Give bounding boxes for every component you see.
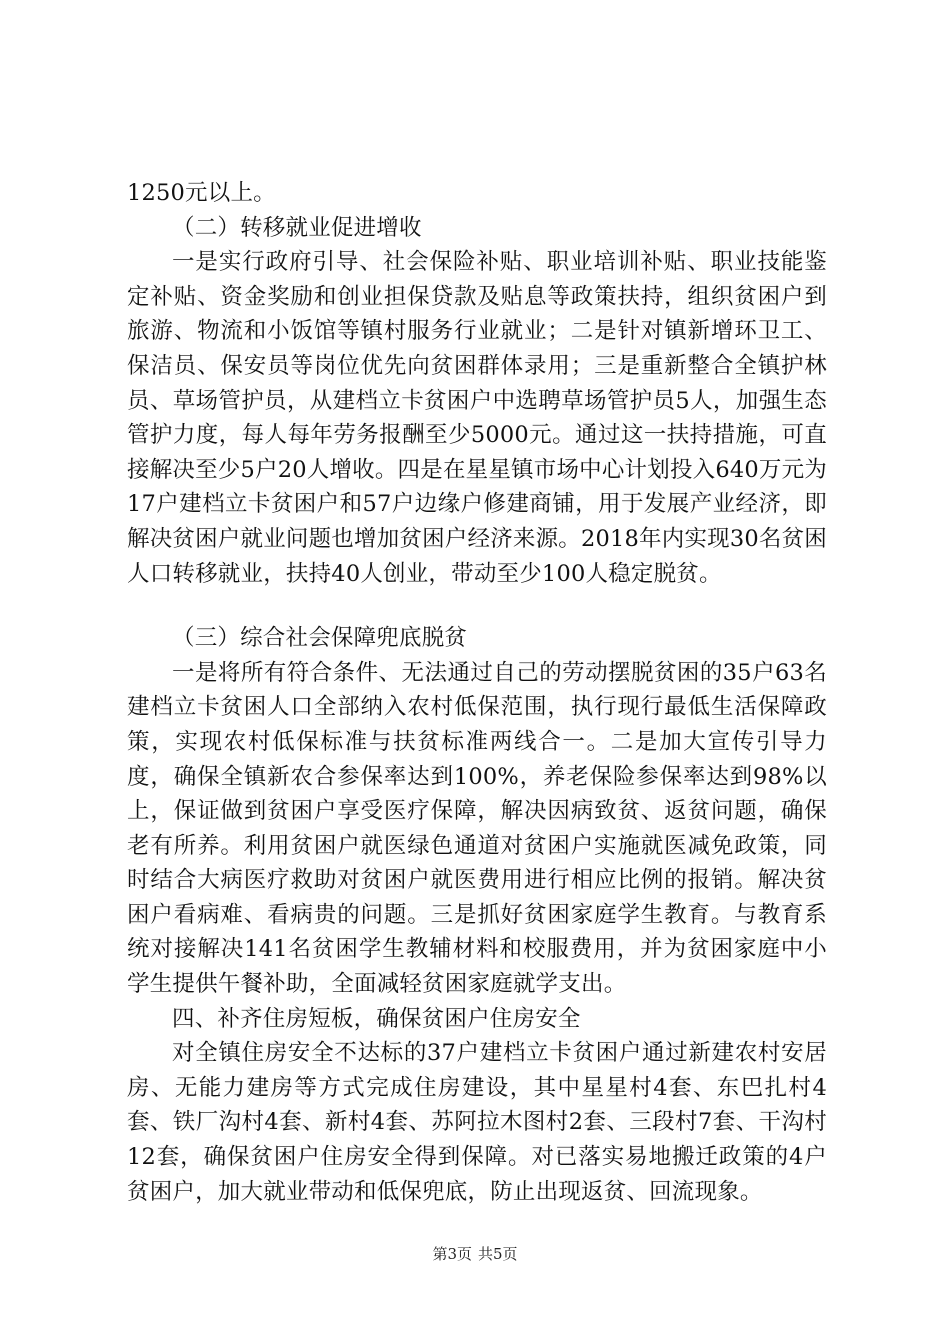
paragraph-housing: 对全镇住房安全不达标的37户建档立卡贫困户通过新建农村安居房、无能力建房等方式完成住房建设，其中星星村4套、东巴扎村4套、铁厂沟村4套、新村4套、苏阿拉木图村2套、三段村7套、干沟村12套，确保贫困户住房安全得到保障。对已落实易地搬迁政策的4户贫困户，加大就业带动和低保兜底，防止出现返贫、回流现象。 [127,1040,827,1205]
paragraph-transfer-employment: 一是实行政府引导、社会保险补贴、职业培训补贴、职业技能鉴定补贴、资金奖励和创业担保贷款及贴息等政策扶持，组织贫困户到旅游、物流和小饭馆等镇村服务行业就业；二是针对镇新增环卫工、保洁员、保安员等岗位优先向贫困群体录用；三是重新整合全镇护林员、草场管护员，从建档立卡贫困户中选聘草场管护员5人，加强生态管护力度，每人每年劳务报酬至少5000元。通过这一扶持措施，可直接解决至少5户20人增收。四是在星星镇市场中心计划投入640万元为17户建档立卡贫困户和57户边缘户修建商铺，用于发展产业经济，即解决贫困户就业问题也增加贫困户经济来源。2018年内实现30名贫困人口转移就业，扶持40人创业，带动至少100人稳定脱贫。 [127,249,827,587]
section-heading-housing: 四、补齐住房短板，确保贫困户住房安全 [172,1005,581,1032]
section-heading-social-security: （三）综合社会保障兜底脱贫 [172,625,468,652]
paragraph-gap [127,591,827,621]
page-number: 第3页 [432,1245,472,1263]
page-footer [0,1244,950,1264]
section-heading-transfer-employment: （二）转移就业促进增收 [172,214,422,241]
paragraph-continuation: 1250元以上。 [127,180,276,206]
document-body [127,176,827,1209]
page-total: 共5页 [478,1245,518,1263]
paragraph-social-security: 一是将所有符合条件、无法通过自己的劳动摆脱贫困的35户63名建档立卡贫困人口全部纳入农村低保范围，执行现行最低生活保障政策，实现农村低保标准与扶贫标准两线合一。二是加大宣传引导力度，确保全镇新农合参保率达到100%，养老保险参保率达到98%以上，保证做到贫困户享受医疗保障，解决因病致贫、返贫问题，确保老有所养。利用贫困户就医绿色通道对贫困户实施就医减免政策，同时结合大病医疗救助对贫困户就医费用进行相应比例的报销。解决贫困户看病难、看病贵的问题。三是抓好贫困家庭学生教育。与教育系统对接解决141名贫困学生教辅材料和校服费用，并为贫困家庭中小学生提供午餐补助，全面减轻贫困家庭就学支出。 [127,659,827,998]
